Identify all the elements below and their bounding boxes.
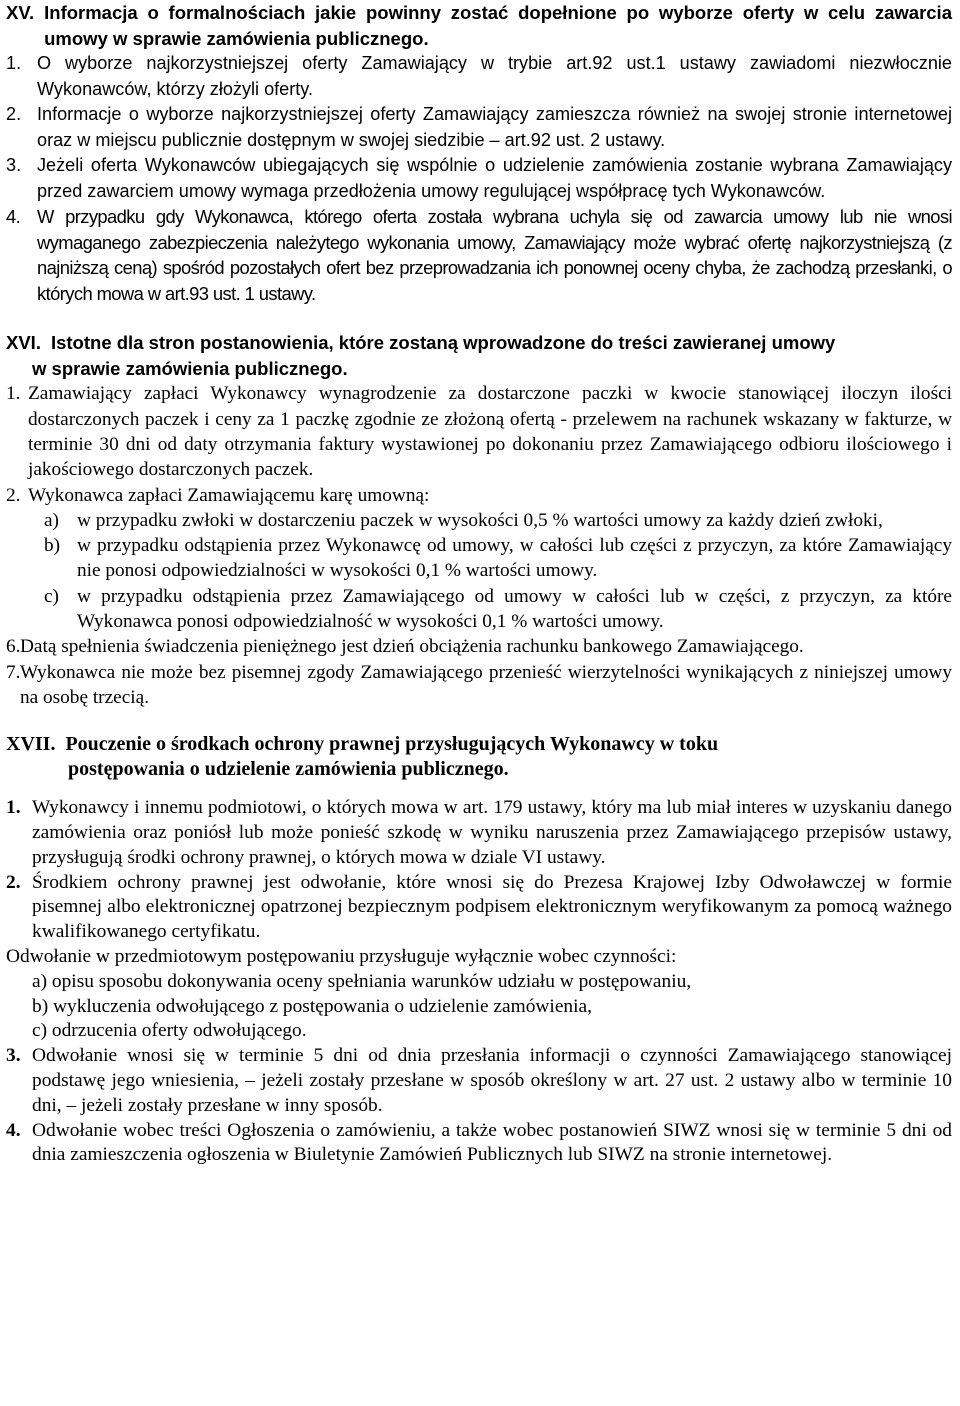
sublist-item: a) w przypadku zwłoki w dostarczeniu paczek w wysokości 0,5 % wartości umowy za każdy dzień zwłoki,: [44, 509, 883, 531]
spacer: [6, 306, 952, 330]
section-title-continued: w sprawie zamówienia publicznego.: [32, 357, 348, 379]
section-xvi-items: [6, 381, 952, 710]
list-item: 1. Wykonawcy i innemu podmiotowi, o których mowa w art. 179 ustawy, który ma lub miał interes w uzyskaniu danego zamówienia oraz poniósł lub może ponieść szkodę w wyniku naruszenia przez Zamawiającego przepisów ustawy, przysługują środki ochrony prawnej, o których mowa w dziale VI ustawy.: [6, 797, 952, 868]
section-xvi-heading: [6, 330, 952, 356]
list-item: 3. Jeżeli oferta Wykonawców ubiegających się wspólnie o udzielenie zamówienia zostanie wybrana Zamawiający przed zawarciem umowy wymaga przedłożenia umowy regulującej współpracę tych Wykonawców.: [6, 155, 952, 201]
sublist-item: b) w przypadku odstąpienia przez Wykonawcę od umowy, w całości lub części z przyczyn, za które Zamawiający nie ponosi odpowiedzialności w wysokości 0,1 % wartości umowy.: [44, 535, 952, 582]
section-number: XVI.: [6, 332, 41, 354]
list-item: 3. Odwołanie wnosi się w terminie 5 dni od dnia przesłania informacji o czynności Zamawiającego stanowiącej podstawę jego wniesienia, – jeżeli zostały przesłane w sposób określony w art. 27 ust. 2 ustawy albo w terminie 10 dni, – jeżeli zostały przesłane w inny sposób.: [6, 1045, 952, 1116]
list-item: 2. Informacje o wyborze najkorzystniejszej oferty Zamawiający zamieszcza również na swojej stronie internetowej oraz w miejscu publicznie dostępnym w swojej siedzibie – art.92 ust. 2 ustawy.: [6, 104, 952, 150]
list-item: a) opisu sposobu dokonywania oceny spełniania warunków udziału w postępowaniu,: [32, 970, 692, 992]
list-item: 4. W przypadku gdy Wykonawca, którego oferta została wybrana uchyla się od zawarcia umowy lub nie wnosi wymaganego zabezpieczenia należytego wykonania umowy, Zamawiający może wybrać ofertę najkorzystniejszą (z najniższą ceną) spośród pozostałych ofert bez przeprowadzania ich ponownej oceny chyba, że zachodzą przesłanki, o których mowa w art.93 ust. 1 ustawy.: [6, 206, 952, 304]
list-item: 2. Wykonawca zapłaci Zamawiającemu karę umowną:: [6, 484, 430, 506]
section-number: XV.: [6, 2, 35, 23]
list-item: b) wykluczenia odwołującego z postępowania o udzielenie zamówienia,: [32, 995, 592, 1017]
section-xvii-items: [6, 796, 952, 1168]
appeal-list: [6, 970, 952, 1044]
list-item: 6. Datą spełnienia świadczenia pieniężnego jest dzień obciążenia rachunku bankowego Zamawiającego.: [6, 636, 804, 658]
section-xv-heading: [6, 0, 952, 51]
spacer: [6, 782, 952, 796]
appeal-intro: Odwołanie w przedmiotowym postępowaniu przysługuje wyłącznie wobec czynności:: [6, 946, 677, 968]
list-item: c) odrzucenia oferty odwołującego.: [32, 1020, 307, 1042]
list-item: 4. Odwołanie wobec treści Ogłoszenia o zamówieniu, a także wobec postanowień SIWZ wnosi się w terminie 5 dni od dnia zamieszczenia ogłoszenia w Biuletynie Zamówień Publicznych lub SIWZ na stronie internetowej.: [6, 1119, 952, 1166]
section-number: XVII.: [6, 733, 56, 756]
list-item: 7. Wykonawca nie może bez pisemnej zgody Zamawiającego przenieść wierzytelności wynikających z niniejszej umowy na osobę trzecią.: [6, 661, 952, 708]
section-title-continued: postępowania o udzielenie zamówienia publicznego.: [68, 758, 509, 781]
list-item: 1. O wyborze najkorzystniejszej oferty Zamawiający w trybie art.92 ust.1 ustawy zawiadomi niezwłocznie Wykonawców, którzy złożyli oferty.: [6, 53, 952, 99]
section-title: Pouczenie o środkach ochrony prawnej przysługujących Wykonawcy w toku: [65, 733, 719, 756]
spacer: [6, 710, 952, 732]
sublist-item: c) w przypadku odstąpienia przez Zamawiającego od umowy w całości lub w części, z przyczyn, za które Wykonawca ponosi odpowiedzialność w wysokości 0,1 % wartości umowy.: [44, 585, 952, 633]
section-xv-items: [6, 51, 952, 204]
list-item: 2. Środkiem ochrony prawnej jest odwołanie, które wnosi się do Prezesa Krajowej Izby Odwoławczej w formie pisemnej albo elektronicznej opatrzonej bezpiecznym podpisem elektronicznym weryfikowanym za pomocą ważnego kwalifikowanego certyfikatu.: [6, 871, 952, 943]
list-item: 1. Zamawiający zapłaci Wykonawcy wynagrodzenie za dostarczone paczki w kwocie stanowiącej iloczyn ilości dostarczonych paczek i ceny za 1 paczkę zgodnie ze złożoną ofertą - przelewem na rachunek wskazany w fakturze, w terminie 30 dni od daty otrzymania faktury wystawionej po dokonaniu przez Zamawiającego odbioru ilościowego i jakościowego dostarczonych paczek.: [6, 383, 952, 481]
penalty-sublist: [6, 508, 952, 634]
section-title: Informacja o formalnościach jakie powinny zostać dopełnione po wyborze oferty w celu zawarcia umowy w sprawie zamówienia publicznego.: [44, 2, 952, 49]
section-title: Istotne dla stron postanowienia, które zostaną wprowadzone do treści zawieranej umowy: [50, 332, 836, 354]
section-xvii-heading: [6, 732, 952, 757]
